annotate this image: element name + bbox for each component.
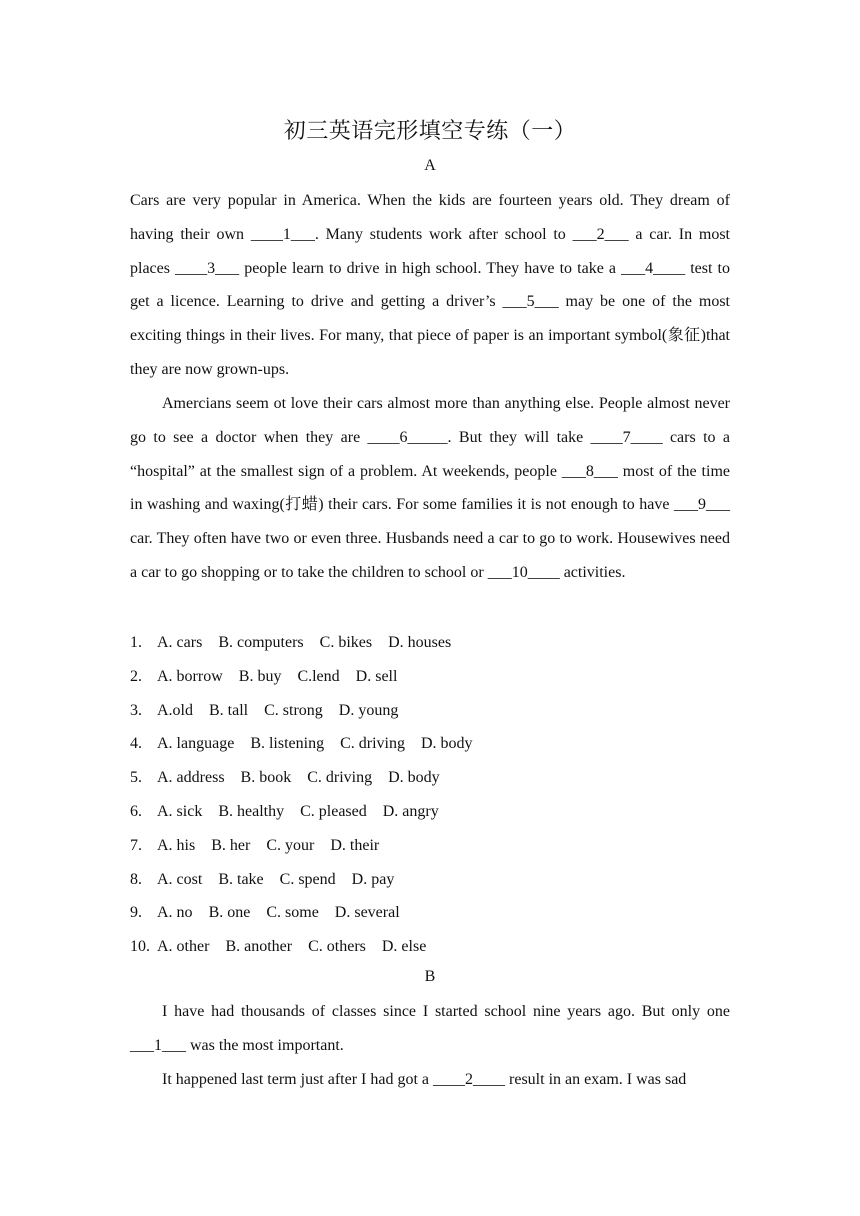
passage-a-paragraph-1: Cars are very popular in America. When the kids are fourteen years old. They dream of having their own ____1___. Many students work after school to ___2___ a car. In most places ____3___ people learn to drive in high school. They have to take a ___4____ test to get a licence. Learning to drive and getting a driver’s ___5___ may be one of the most exciting things in their lives. For many, that piece of paper is an important symbol(象征)that they are now grown-ups. (130, 192, 730, 378)
question-row (130, 896, 730, 930)
question-row (130, 761, 730, 795)
option-d: D. angry (382, 802, 439, 820)
question-list-a (130, 626, 730, 964)
option-a: A. cars (157, 634, 203, 651)
option-d: D. body (388, 769, 440, 787)
question-number: 5. (130, 769, 142, 787)
question-row (130, 694, 730, 728)
option-a: A. other (157, 938, 210, 956)
question-row (130, 626, 730, 660)
option-a: A. language (157, 735, 235, 753)
option-c: C. your (266, 836, 315, 854)
question-row (130, 930, 730, 964)
option-c: C. driving (307, 769, 373, 787)
question-number: 8. (130, 870, 142, 888)
question-row (130, 660, 730, 694)
option-d: D. body (420, 735, 473, 753)
option-c: C. driving (340, 735, 405, 753)
option-b: B. another (225, 938, 293, 956)
option-c: C. others (308, 938, 366, 956)
option-b: B. take (218, 870, 264, 888)
option-a: A. his (157, 836, 196, 854)
question-number: 6. (130, 802, 142, 820)
option-c: C. some (266, 904, 319, 922)
question-row (130, 829, 730, 863)
option-c: C.lend (297, 667, 340, 685)
option-a: A. sick (157, 802, 203, 820)
option-b: B. her (211, 836, 251, 854)
option-c: C. strong (264, 701, 323, 719)
option-c: C. spend (279, 870, 336, 888)
passage-a-paragraph-2: Amercians seem ot love their cars almost more than anything else. People almost never go to see a doctor when they are ____6_____. But they will take ____7____ cars to a “hospital” at the smallest sign of a problem. At weekends, people ___8___ most of the time in washing and waxing(打蜡) their cars. For some families it is not enough to have ___9___ car. They often have two or even three. Husbands need a car to go to work. Housewives need a car to go shopping or to take the children to school or ___10____ activities. (130, 395, 730, 581)
option-a: A. borrow (157, 667, 223, 685)
passage-b-paragraph-2: It happened last term just after I had got a ____2____ result in an exam. I was sad (162, 1071, 687, 1088)
question-row (130, 727, 730, 761)
option-b: B. one (208, 904, 251, 922)
option-d: D. pay (351, 870, 395, 888)
question-number: 3. (130, 701, 142, 719)
question-number: 4. (130, 735, 142, 753)
option-d: D. several (334, 904, 400, 922)
option-c: C. pleased (300, 802, 367, 820)
passage-b-paragraph-1: I have had thousands of classes since I started school nine years ago. But only one ___1___ was the most important. (130, 1003, 730, 1054)
page-title: 初三英语完形填空专练（一） (283, 119, 577, 144)
question-number: 1. (130, 634, 142, 651)
option-d: D. houses (388, 634, 452, 651)
option-a: A. no (157, 904, 193, 922)
option-a: A. cost (157, 870, 203, 888)
option-a: A. address (157, 769, 225, 787)
option-d: D. their (330, 836, 380, 854)
question-number: 2. (130, 667, 142, 685)
question-number: 7. (130, 836, 142, 854)
option-b: B. computers (218, 634, 304, 651)
question-number: 9. (130, 904, 142, 922)
option-d: D. young (338, 701, 399, 719)
option-d: D. else (381, 938, 427, 956)
option-b: B. healthy (218, 802, 285, 820)
question-row (130, 863, 730, 897)
section-b-label: B (424, 968, 436, 985)
question-number: 10. (130, 938, 150, 956)
option-b: B. tall (209, 701, 249, 719)
question-row (130, 795, 730, 829)
option-b: B. buy (238, 667, 282, 685)
option-b: B. listening (250, 735, 325, 753)
section-a-label: A (424, 157, 436, 174)
option-a: A.old (157, 701, 193, 719)
option-b: B. book (240, 769, 292, 787)
option-c: C. bikes (319, 634, 373, 651)
option-d: D. sell (355, 667, 398, 685)
